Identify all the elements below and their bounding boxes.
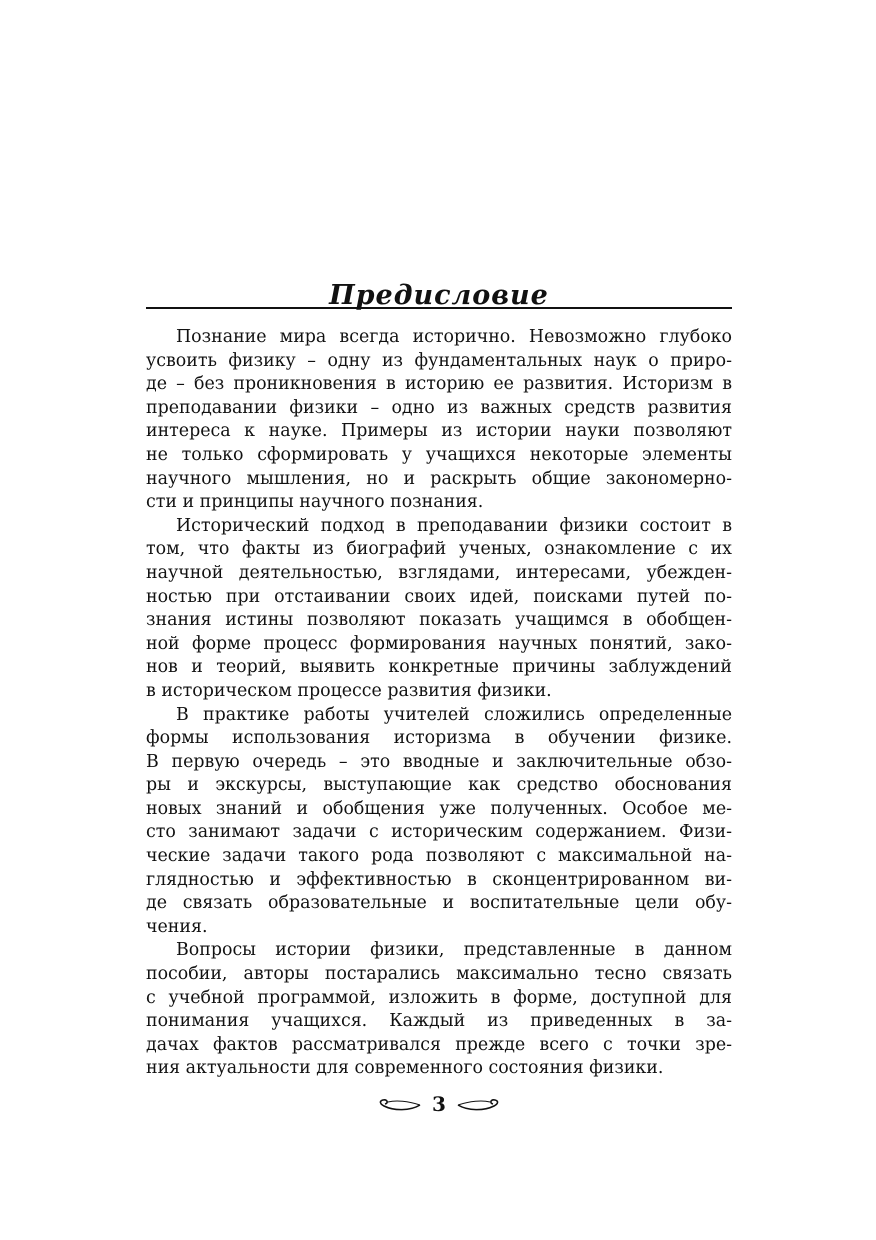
page-title: Предисловие	[329, 280, 549, 312]
text-line: в историческом процессе развития физики.	[146, 680, 552, 701]
text-line: ры и экскурсы, выступающие как средство обоснования	[146, 775, 732, 796]
text-line: чения.	[146, 916, 208, 937]
text-line: научного мышления, но и раскрыть общие закономерно-	[146, 468, 732, 489]
page-footer	[146, 1089, 732, 1119]
text-line: де – без проникновения в историю ее развития. Историзм в	[146, 374, 732, 395]
paragraph-2	[146, 515, 732, 704]
text-line: Исторический подход в преподавании физики состоит в	[176, 515, 732, 536]
text-line: Познание мира всегда исторично. Невозможно глубоко	[176, 327, 732, 347]
paragraph-1	[146, 326, 732, 515]
text-line: дачах фактов рассматривался прежде всего с точки зре-	[146, 1034, 732, 1055]
text-line: усвоить физику – одну из фундаментальных наук о приро-	[146, 350, 732, 371]
text-line: В практике работы учителей сложились определенные	[176, 704, 732, 725]
text-line: знания истины позволяют показать учащимся в обобщен-	[146, 610, 732, 631]
paragraph-3	[146, 704, 732, 940]
text-line: преподавании физики – одно из важных средств развития	[146, 397, 732, 418]
text-line: пособии, авторы постарались максимально тесно связать	[146, 964, 732, 985]
text-line: формы использования историзма в обучении физике.	[146, 728, 732, 749]
text-line: ческие задачи такого рода позволяют с максимальной на-	[146, 846, 732, 867]
page-number: 3	[432, 1092, 446, 1116]
text-line: сти и принципы научного познания.	[146, 492, 484, 513]
text-line: новых знаний и обобщения уже полученных. Особое ме-	[146, 798, 732, 819]
text-line: том, что факты из биографий ученых, ознакомление с их	[146, 539, 732, 560]
body-text	[146, 326, 732, 1081]
text-line: интереса к науке. Примеры из истории науки позволяют	[146, 421, 732, 442]
text-line: научной деятельностью, взглядами, интересами, убежден-	[146, 562, 732, 583]
text-line: ной форме процесс формирования научных понятий, зако-	[146, 633, 732, 654]
text-line: В первую очередь – это вводные и заключительные обзо-	[146, 751, 732, 772]
text-line: Вопросы истории физики, представленные в данном	[176, 940, 732, 961]
text-line: не только сформировать у учащихся некоторые элементы	[146, 444, 732, 465]
left-ornament-icon	[376, 1096, 422, 1112]
text-line: ния актуальности для современного состояния физики.	[146, 1058, 664, 1079]
text-line: понимания учащихся. Каждый из приведенных в за-	[146, 1011, 732, 1032]
text-line: с учебной программой, изложить в форме, доступной для	[146, 987, 732, 1008]
text-line: глядностью и эффективностью в сконцентрированном ви-	[146, 869, 732, 890]
right-ornament-icon	[456, 1096, 502, 1112]
title-divider	[146, 307, 732, 309]
text-line: ностью при отстаивании своих идей, поисками путей по-	[146, 586, 732, 607]
paragraph-4	[146, 939, 732, 1081]
text-line: де связать образовательные и воспитательные цели обу-	[146, 893, 732, 914]
text-line: нов и теорий, выявить конкретные причины заблуждений	[146, 657, 732, 678]
text-line: сто занимают задачи с историческим содержанием. Физи-	[146, 822, 732, 843]
